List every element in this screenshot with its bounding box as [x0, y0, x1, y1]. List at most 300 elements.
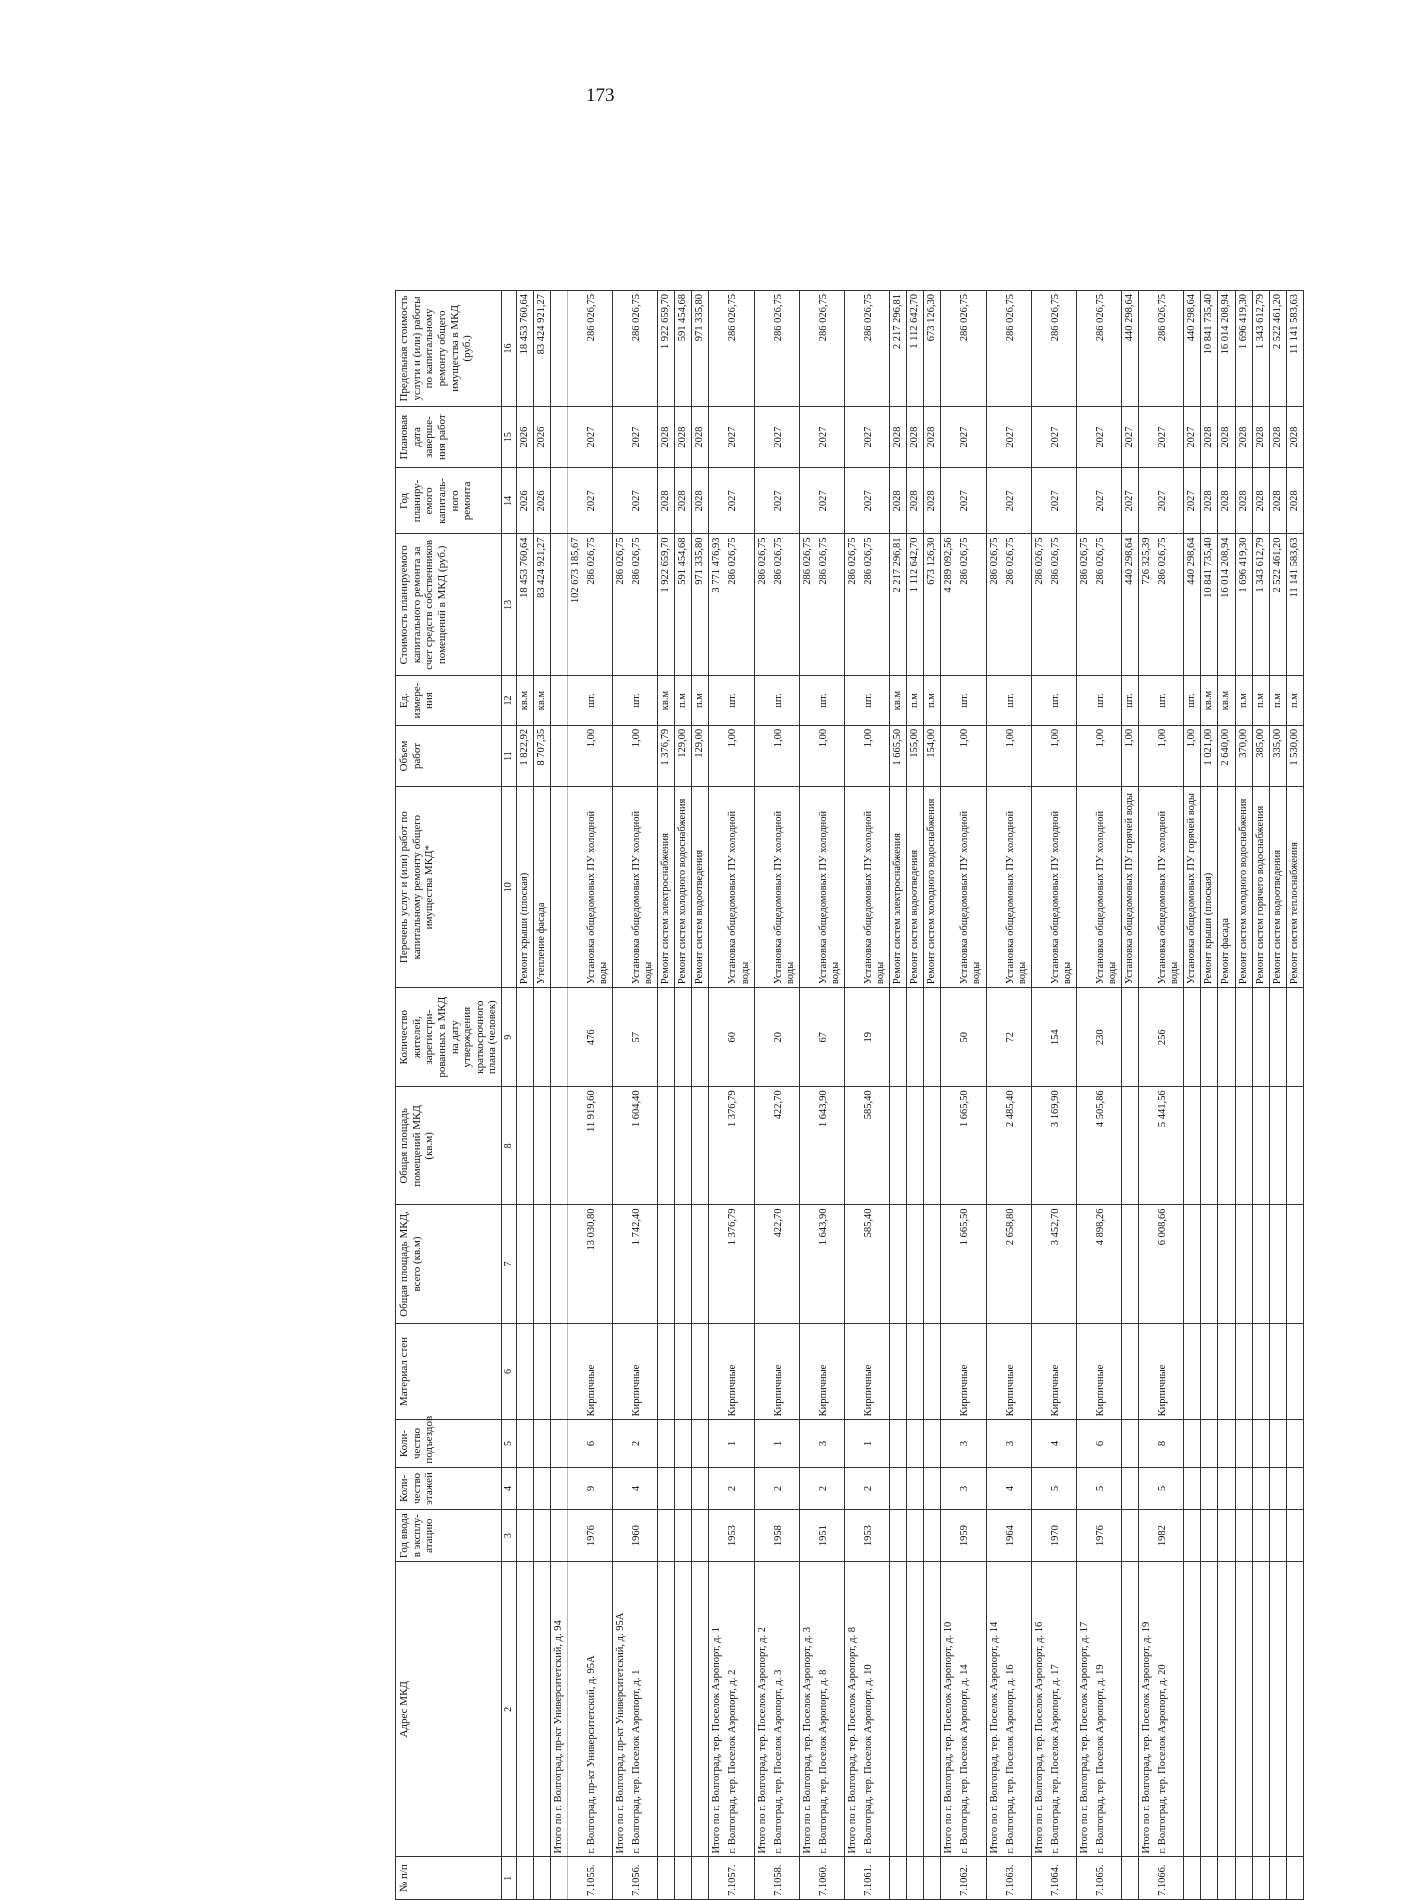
building-address: г. Волгоград, тер. Поселок Аэропорт, д. 14	[957, 1562, 986, 1857]
empty-cell	[907, 1467, 924, 1510]
work-name: Ремонт систем водоотведения	[907, 787, 924, 988]
column-number-12: 12	[502, 676, 517, 726]
empty-cell	[613, 1467, 630, 1510]
empty-cell	[941, 1510, 958, 1562]
empty-cell	[1286, 1205, 1303, 1323]
work-date: 2027	[629, 406, 658, 467]
empty-cell	[890, 1467, 907, 1510]
total-label: Итого по г. Волгоград, тер. Поселок Аэропорт, д. 8	[844, 1562, 861, 1857]
empty-cell	[658, 1205, 675, 1323]
empty-cell	[709, 1510, 726, 1562]
empty-cell	[1218, 1467, 1235, 1510]
empty-cell	[709, 725, 726, 786]
empty-cell	[754, 787, 771, 988]
column-number-9: 9	[502, 988, 517, 1087]
work-cost: 440 298,64	[1184, 534, 1201, 676]
work-unit: п.м	[1286, 676, 1303, 726]
column-header-12: Ед. измере-ния	[396, 676, 502, 726]
work-year: 2027	[1048, 468, 1077, 534]
empty-cell	[613, 725, 630, 786]
empty-cell	[986, 1087, 1003, 1205]
empty-cell	[924, 1087, 941, 1205]
work-unit: шт.	[816, 676, 845, 726]
residents: 256	[1155, 988, 1184, 1087]
column-header-6: Материал стен	[396, 1323, 502, 1420]
work-unit: шт.	[1093, 676, 1122, 726]
empty-cell	[550, 406, 567, 467]
residents: 154	[1048, 988, 1077, 1087]
column-header-3: Год ввода в эксплу-атацию	[396, 1510, 502, 1562]
empty-cell	[658, 1087, 675, 1205]
wall-material: Кирпичные	[957, 1323, 986, 1420]
empty-cell	[709, 988, 726, 1087]
empty-cell	[675, 1857, 692, 1900]
row-number: 7.1057.	[725, 1857, 754, 1900]
empty-cell	[907, 1562, 924, 1857]
empty-cell	[986, 291, 1003, 407]
empty-cell	[692, 1467, 709, 1510]
work-year: 2028	[1286, 468, 1303, 534]
empty-cell	[890, 1323, 907, 1420]
empty-cell	[986, 725, 1003, 786]
empty-cell	[550, 1205, 567, 1323]
empty-cell	[550, 787, 567, 988]
empty-cell	[986, 1420, 1003, 1467]
floors: 5	[1155, 1467, 1184, 1510]
work-cost: 673 126,30	[924, 534, 941, 676]
work-date: 2027	[584, 406, 613, 467]
work-cost: 286 026,75	[584, 534, 613, 676]
column-number-15: 15	[502, 406, 517, 467]
total-cost	[550, 534, 567, 676]
empty-cell	[941, 676, 958, 726]
floors: 9	[584, 1467, 613, 1510]
empty-cell	[709, 1420, 726, 1467]
work-limit: 2 217 296,81	[890, 291, 907, 407]
work-year: 2027	[584, 468, 613, 534]
empty-cell	[1235, 1205, 1252, 1323]
empty-cell	[1184, 1205, 1201, 1323]
work-volume: 1,00	[1048, 725, 1077, 786]
empty-cell	[709, 291, 726, 407]
entrances: 3	[816, 1420, 845, 1467]
residents: 19	[861, 988, 890, 1087]
area-rooms: 1 643,90	[816, 1087, 845, 1205]
total-cost: 3 771 476,93	[709, 534, 726, 676]
empty-cell	[1286, 1510, 1303, 1562]
residents: 20	[771, 988, 800, 1087]
total-label: Итого по г. Волгоград, тер. Поселок Аэропорт, д. 14	[986, 1562, 1003, 1857]
empty-cell	[1031, 787, 1048, 988]
total-row	[986, 291, 1003, 1900]
work-name: Установка общедомовых ПУ горячей воды	[1184, 787, 1201, 988]
empty-cell	[1235, 1323, 1252, 1420]
building-address: г. Волгоград, тер. Поселок Аэропорт, д. 10	[861, 1562, 890, 1857]
work-cost: 286 026,75	[957, 534, 986, 676]
work-name: Ремонт систем электроснабжения	[890, 787, 907, 988]
empty-cell	[613, 406, 630, 467]
floors: 2	[816, 1467, 845, 1510]
work-limit: 286 026,75	[1003, 291, 1032, 407]
empty-cell	[1139, 1467, 1156, 1510]
empty-cell	[1269, 1857, 1286, 1900]
empty-cell	[986, 468, 1003, 534]
empty-cell	[533, 1323, 550, 1420]
empty-cell	[941, 1323, 958, 1420]
total-label: Итого по г. Волгоград, пр-кт Университетский, д. 95А	[613, 1562, 630, 1857]
empty-cell	[613, 676, 630, 726]
empty-cell	[1184, 1420, 1201, 1467]
empty-cell	[1031, 291, 1048, 407]
total-cost: 726 325,39	[1139, 534, 1156, 676]
empty-cell	[1218, 1323, 1235, 1420]
empty-cell	[1139, 1420, 1156, 1467]
empty-cell	[799, 1467, 816, 1510]
work-limit: 1 343 612,79	[1252, 291, 1269, 407]
area-total: 6 008,66	[1155, 1205, 1184, 1323]
work-name: Установка общедомовых ПУ горячей воды	[1122, 787, 1139, 988]
work-year: 2026	[533, 468, 550, 534]
column-number-6: 6	[502, 1323, 517, 1420]
empty-cell	[1201, 1510, 1218, 1562]
empty-cell	[941, 406, 958, 467]
total-row	[1031, 291, 1048, 1900]
empty-cell	[941, 291, 958, 407]
empty-cell	[1076, 1420, 1093, 1467]
empty-cell	[533, 988, 550, 1087]
empty-cell	[924, 1323, 941, 1420]
empty-cell	[1201, 988, 1218, 1087]
work-name: Установка общедомовых ПУ холодной воды	[771, 787, 800, 988]
work-limit: 440 298,64	[1184, 291, 1201, 407]
work-name: Установка общедомовых ПУ холодной воды	[1048, 787, 1077, 988]
empty-cell	[907, 1323, 924, 1420]
table-row	[1201, 291, 1218, 1900]
empty-cell	[754, 1087, 771, 1205]
entrances: 4	[1048, 1420, 1077, 1467]
column-number-7: 7	[502, 1205, 517, 1323]
work-limit: 286 026,75	[771, 291, 800, 407]
total-row	[754, 291, 771, 1900]
rotated-table-frame	[395, 290, 1405, 1900]
total-cost: 286 026,75	[613, 534, 630, 676]
work-limit: 83 424 921,27	[533, 291, 550, 407]
work-date: 2027	[816, 406, 845, 467]
header-row	[396, 291, 502, 1900]
empty-cell	[1269, 1205, 1286, 1323]
total-label: Итого по г. Волгоград, тер. Поселок Аэропорт, д. 1	[709, 1562, 726, 1857]
empty-cell	[924, 1510, 941, 1562]
empty-cell	[516, 1323, 533, 1420]
empty-cell	[1031, 1510, 1048, 1562]
empty-cell	[1139, 676, 1156, 726]
empty-cell	[533, 1467, 550, 1510]
empty-cell	[844, 1087, 861, 1205]
empty-cell	[890, 1087, 907, 1205]
entrances: 3	[1003, 1420, 1032, 1467]
work-name: Ремонт систем холодного водоснабжения	[675, 787, 692, 988]
work-name: Установка общедомовых ПУ холодной воды	[1155, 787, 1184, 988]
empty-cell	[1076, 1467, 1093, 1510]
empty-cell	[1286, 1420, 1303, 1467]
empty-cell	[924, 1467, 941, 1510]
work-unit: кв.м	[1218, 676, 1235, 726]
work-unit: шт.	[1003, 676, 1032, 726]
column-header-2: Адрес МКД	[396, 1562, 502, 1857]
empty-cell	[844, 1467, 861, 1510]
empty-cell	[924, 1857, 941, 1900]
empty-cell	[1139, 468, 1156, 534]
work-name: Ремонт систем водоотведения	[1269, 787, 1286, 988]
column-header-15: Плановая дата заверше-ния работ	[396, 406, 502, 467]
work-limit: 673 126,30	[924, 291, 941, 407]
work-unit: шт.	[725, 676, 754, 726]
empty-cell	[1031, 725, 1048, 786]
work-cost: 286 026,75	[1048, 534, 1077, 676]
empty-cell	[799, 787, 816, 988]
work-volume: 1,00	[725, 725, 754, 786]
building-address: г. Волгоград, тер. Поселок Аэропорт, д. 3	[771, 1562, 800, 1857]
table-row	[629, 291, 658, 1900]
total-row	[550, 291, 567, 1900]
work-unit: шт.	[1184, 676, 1201, 726]
work-date: 2027	[1122, 406, 1139, 467]
column-number-8: 8	[502, 1087, 517, 1205]
total-label: Итого по г. Волгоград, тер. Поселок Аэропорт, д. 10	[941, 1562, 958, 1857]
work-cost: 286 026,75	[1003, 534, 1032, 676]
work-date: 2028	[1252, 406, 1269, 467]
work-cost: 286 026,75	[861, 534, 890, 676]
empty-cell	[754, 406, 771, 467]
table-row	[1184, 291, 1201, 1900]
work-limit: 440 298,64	[1122, 291, 1139, 407]
empty-cell	[1139, 1323, 1156, 1420]
empty-cell	[692, 1323, 709, 1420]
empty-cell	[1218, 988, 1235, 1087]
total-row	[613, 291, 630, 1900]
empty-cell	[516, 1857, 533, 1900]
column-number-3: 3	[502, 1510, 517, 1562]
empty-cell	[1218, 1562, 1235, 1857]
column-header-8: Общая площадь помещений МКД (кв.м)	[396, 1087, 502, 1205]
empty-cell	[516, 1205, 533, 1323]
empty-cell	[533, 1087, 550, 1205]
empty-cell	[613, 1420, 630, 1467]
work-volume: 1,00	[1122, 725, 1139, 786]
wall-material: Кирпичные	[1093, 1323, 1122, 1420]
work-unit: п.м	[1252, 676, 1269, 726]
work-unit: шт.	[584, 676, 613, 726]
empty-cell	[675, 1467, 692, 1510]
empty-cell	[1269, 1420, 1286, 1467]
work-cost: 1 696 419,30	[1235, 534, 1252, 676]
empty-cell	[709, 1467, 726, 1510]
work-name: Ремонт систем теплоснабжения	[1286, 787, 1303, 988]
work-unit: кв.м	[533, 676, 550, 726]
empty-cell	[924, 1562, 941, 1857]
work-volume: 385,00	[1252, 725, 1269, 786]
empty-cell	[1269, 1510, 1286, 1562]
empty-cell	[709, 1087, 726, 1205]
empty-cell	[986, 1205, 1003, 1323]
area-rooms: 1 604,40	[629, 1087, 658, 1205]
work-cost: 10 841 735,40	[1201, 534, 1218, 676]
empty-cell	[1139, 725, 1156, 786]
work-limit: 971 335,80	[692, 291, 709, 407]
empty-cell	[890, 1420, 907, 1467]
empty-cell	[1269, 1323, 1286, 1420]
empty-cell	[799, 1087, 816, 1205]
empty-cell	[692, 1562, 709, 1857]
empty-cell	[675, 988, 692, 1087]
empty-cell	[692, 1510, 709, 1562]
empty-cell	[1184, 1562, 1201, 1857]
empty-cell	[1031, 988, 1048, 1087]
empty-cell	[567, 725, 584, 786]
empty-cell	[516, 1562, 533, 1857]
empty-cell	[1184, 988, 1201, 1087]
empty-cell	[844, 291, 861, 407]
work-limit: 286 026,75	[584, 291, 613, 407]
work-volume: 1,00	[957, 725, 986, 786]
empty-cell	[613, 1205, 630, 1323]
work-cost: 286 026,75	[725, 534, 754, 676]
work-volume: 1,00	[1184, 725, 1201, 786]
residents: 50	[957, 988, 986, 1087]
work-date: 2028	[1235, 406, 1252, 467]
empty-cell	[924, 1420, 941, 1467]
empty-cell	[567, 787, 584, 988]
empty-cell	[799, 1510, 816, 1562]
column-header-7: Общая площадь МКД, всего (кв.м)	[396, 1205, 502, 1323]
empty-cell	[924, 1205, 941, 1323]
empty-cell	[844, 787, 861, 988]
area-rooms: 4 505,86	[1093, 1087, 1122, 1205]
total-label	[567, 1562, 584, 1857]
empty-cell	[907, 1205, 924, 1323]
empty-cell	[941, 725, 958, 786]
work-date: 2028	[1269, 406, 1286, 467]
work-name: Ремонт фасада	[1218, 787, 1235, 988]
column-number-1: 1	[502, 1857, 517, 1900]
work-limit: 286 026,75	[725, 291, 754, 407]
total-cost: 4 289 092,56	[941, 534, 958, 676]
area-total: 1 376,79	[725, 1205, 754, 1323]
total-row	[1139, 291, 1156, 1900]
area-total: 1 742,40	[629, 1205, 658, 1323]
work-year: 2028	[1269, 468, 1286, 534]
table-row	[907, 291, 924, 1900]
wall-material: Кирпичные	[629, 1323, 658, 1420]
empty-cell	[1201, 1562, 1218, 1857]
building-address: г. Волгоград, тер. Поселок Аэропорт, д. 8	[816, 1562, 845, 1857]
work-unit: п.м	[1235, 676, 1252, 726]
empty-cell	[516, 988, 533, 1087]
column-header-5: Коли-чество подъездов	[396, 1420, 502, 1467]
entrances: 6	[584, 1420, 613, 1467]
empty-cell	[709, 676, 726, 726]
row-number: 7.1060.	[816, 1857, 845, 1900]
entrances: 1	[861, 1420, 890, 1467]
work-cost: 1 112 642,70	[907, 534, 924, 676]
empty-cell	[613, 1510, 630, 1562]
work-volume: 1 822,92	[516, 725, 533, 786]
empty-cell	[658, 1510, 675, 1562]
residents: 67	[816, 988, 845, 1087]
work-name: Установка общедомовых ПУ холодной воды	[584, 787, 613, 988]
empty-cell	[1139, 988, 1156, 1087]
work-cost: 2 522 461,20	[1269, 534, 1286, 676]
floors: 5	[1048, 1467, 1077, 1510]
work-volume: 1,00	[629, 725, 658, 786]
table-row	[675, 291, 692, 1900]
empty-cell	[567, 291, 584, 407]
residents: 476	[584, 988, 613, 1087]
area-rooms: 5 441,56	[1155, 1087, 1184, 1205]
empty-cell	[754, 1467, 771, 1510]
empty-cell	[844, 1323, 861, 1420]
empty-cell	[1252, 1562, 1269, 1857]
empty-cell	[799, 1857, 816, 1900]
work-volume: 1,00	[1003, 725, 1032, 786]
empty-cell	[1076, 1087, 1093, 1205]
empty-cell	[941, 1205, 958, 1323]
building-address: г. Волгоград, тер. Поселок Аэропорт, д. 19	[1093, 1562, 1122, 1857]
empty-cell	[675, 1205, 692, 1323]
page-number: 173	[586, 85, 615, 106]
column-number-16: 16	[502, 291, 517, 407]
work-volume: 154,00	[924, 725, 941, 786]
table-row	[1122, 291, 1139, 1900]
empty-cell	[567, 1420, 584, 1467]
work-date: 2028	[1218, 406, 1235, 467]
empty-cell	[533, 1562, 550, 1857]
column-number-5: 5	[502, 1420, 517, 1467]
empty-cell	[1076, 1857, 1093, 1900]
empty-cell	[567, 1510, 584, 1562]
empty-cell	[567, 468, 584, 534]
work-unit: шт.	[1048, 676, 1077, 726]
entrances: 1	[771, 1420, 800, 1467]
empty-cell	[907, 1510, 924, 1562]
empty-cell	[1286, 988, 1303, 1087]
empty-cell	[844, 1857, 861, 1900]
total-cost: 286 026,75	[986, 534, 1003, 676]
empty-cell	[754, 1510, 771, 1562]
empty-cell	[1235, 1467, 1252, 1510]
empty-cell	[941, 468, 958, 534]
work-date: 2028	[924, 406, 941, 467]
empty-cell	[1139, 787, 1156, 988]
empty-cell	[516, 1087, 533, 1205]
empty-cell	[1235, 1087, 1252, 1205]
empty-cell	[692, 1087, 709, 1205]
empty-cell	[799, 988, 816, 1087]
entrances: 8	[1155, 1420, 1184, 1467]
empty-cell	[1252, 1510, 1269, 1562]
entrances: 2	[629, 1420, 658, 1467]
empty-cell	[1031, 406, 1048, 467]
total-row	[799, 291, 816, 1900]
repair-plan-table	[395, 290, 1304, 1900]
empty-cell	[1184, 1510, 1201, 1562]
empty-cell	[516, 1420, 533, 1467]
total-label: Итого по г. Волгоград, тер. Поселок Аэропорт, д. 19	[1139, 1562, 1156, 1857]
building-address: г. Волгоград, тер. Поселок Аэропорт, д. 17	[1048, 1562, 1077, 1857]
building-address: г. Волгоград, тер. Поселок Аэропорт, д. 20	[1155, 1562, 1184, 1857]
work-limit: 286 026,75	[1093, 291, 1122, 407]
work-unit: кв.м	[890, 676, 907, 726]
